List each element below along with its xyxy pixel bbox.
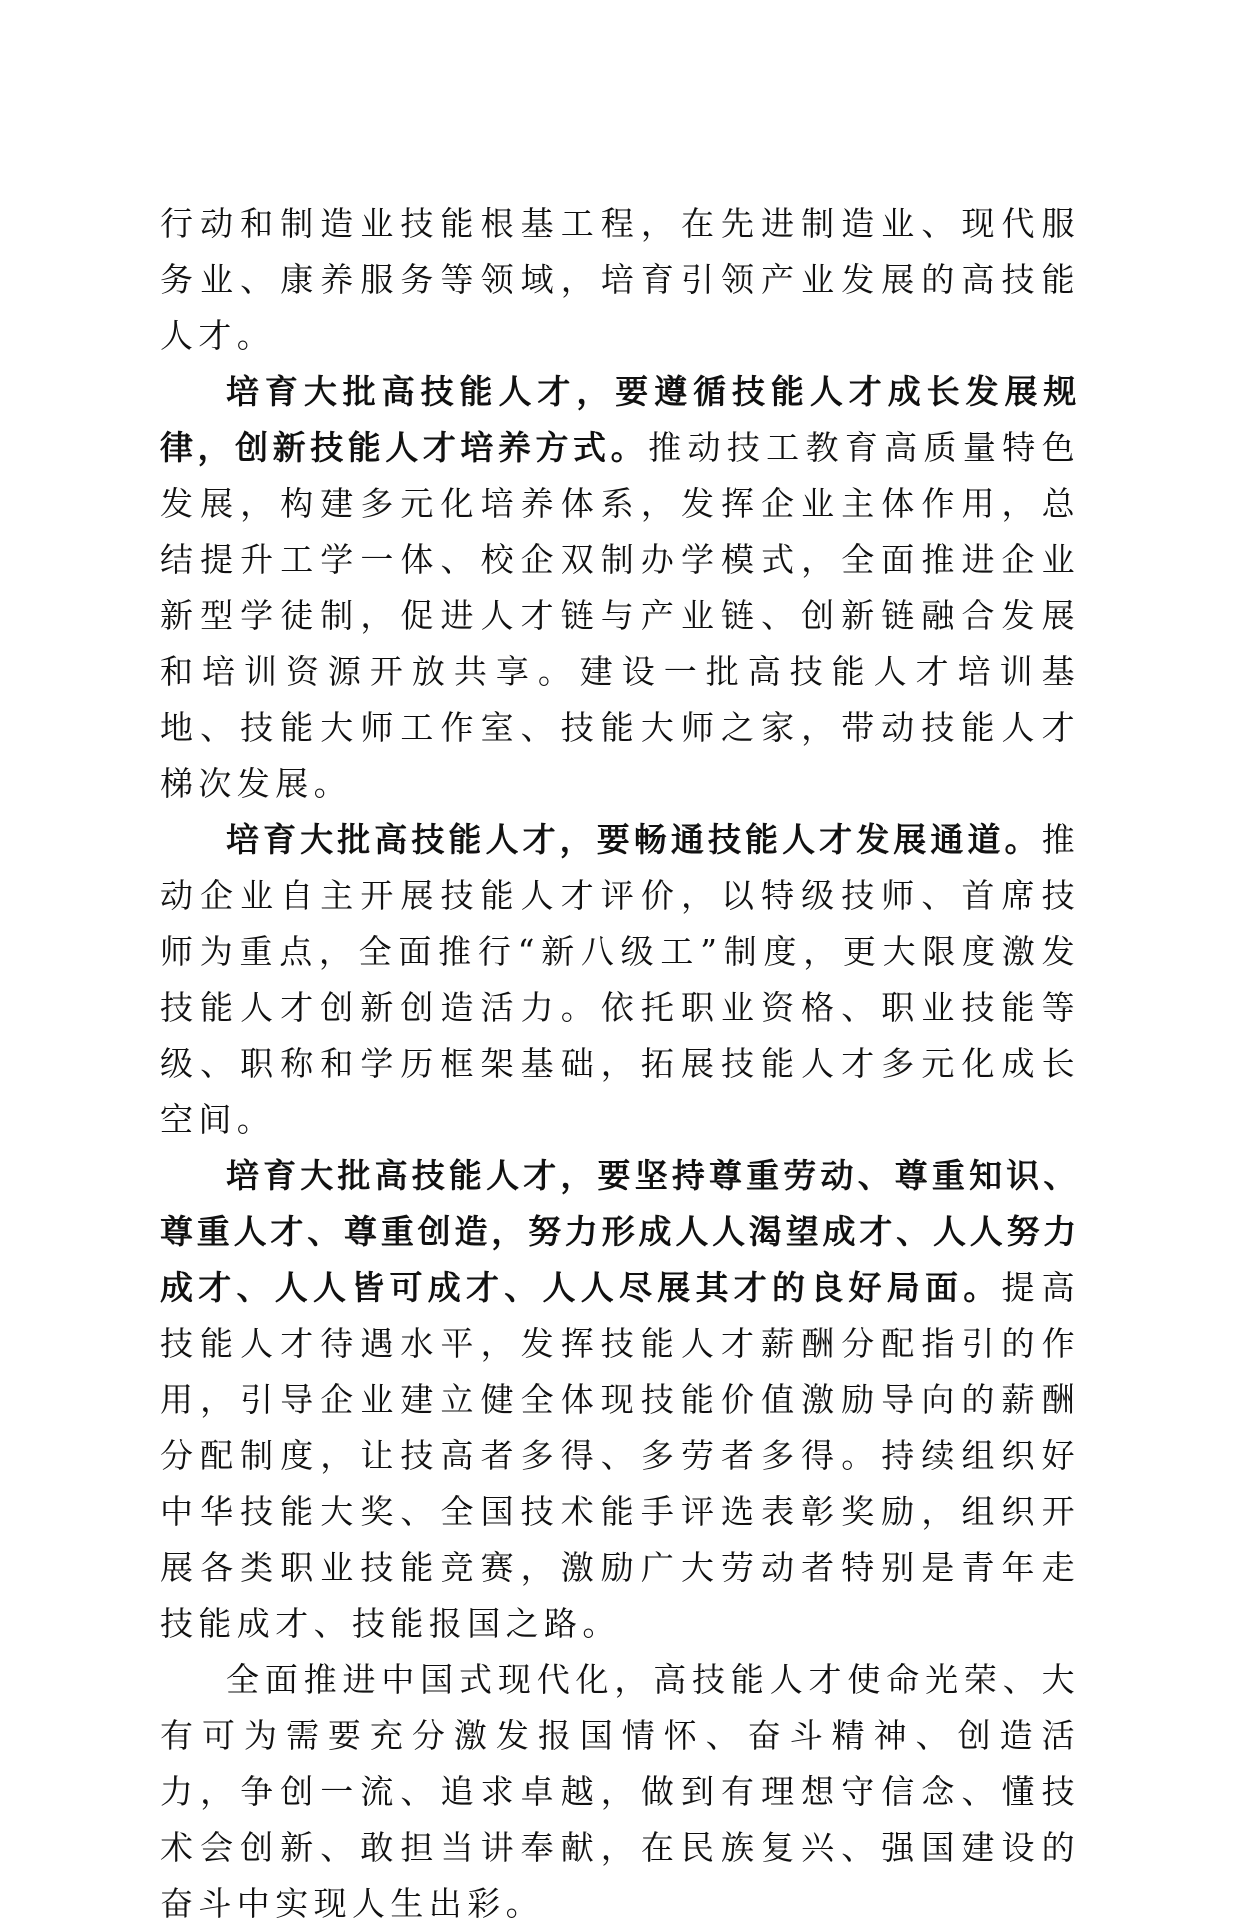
paragraph-continuation [160,196,1080,364]
paragraph-respect-talent [160,1148,1080,1652]
paragraph-conclusion [160,1652,1080,1932]
paragraph-text: 推动企业自主开展技能人才评价，以特级技师、首席技师为重点，全面推行“新八级工”制度，更大限度激发技能人才创新创造活力。依托职业资格、职业技能等级、职称和学历框架基础，拓展技能人才多元化成长空间。 [160,820,1080,1139]
document-page [160,196,1080,1932]
paragraph-text: 提高技能人才待遇水平，发挥技能人才薪酬分配指引的作用，引导企业建立健全体现技能价值激励导向的薪酬分配制度，让技高者多得、多劳者多得。持续组织好中华技能大奖、全国技术能手评选表彰奖励，组织开展各类职业技能竞赛，激励广大劳动者特别是青年走技能成才、技能报国之路。 [160,1268,1080,1643]
paragraph-text: 行动和制造业技能根基工程，在先进制造业、现代服务业、康养服务等领域，培育引领产业发展的高技能人才。 [160,204,1080,355]
paragraph-text: 全面推进中国式现代化，高技能人才使命光荣、大有可为需要充分激发报国情怀、奋斗精神、创造活力，争创一流、追求卓越，做到有理想守信念、懂技术会创新、敢担当讲奉献，在民族复兴、强国建设的奋斗中实现人生出彩。 [160,1660,1080,1923]
paragraph-lead: 培育大批高技能人才，要畅通技能人才发展通道。 [226,820,1042,859]
paragraph-text: 推动技工教育高质量特色发展，构建多元化培养体系，发挥企业主体作用，总结提升工学一体、校企双制办学模式，全面推进企业新型学徒制，促进人才链与产业链、创新链融合发展和培训资源开放共享。建设一批高技能人才培训基地、技能大师工作室、技能大师之家，带动技能人才梯次发展。 [160,428,1080,803]
paragraph-development-channels [160,812,1080,1148]
paragraph-lead: 培育大批高技能人才，要坚持尊重劳动、尊重知识、尊重人才、尊重创造，努力形成人人渴望成才、人人努力成才、人人皆可成才、人人尽展其才的良好局面。 [160,1156,1080,1307]
paragraph-training-methods [160,364,1080,812]
paragraph-lead: 培育大批高技能人才，要遵循技能人才成长发展规律，创新技能人才培养方式。 [160,372,1080,467]
